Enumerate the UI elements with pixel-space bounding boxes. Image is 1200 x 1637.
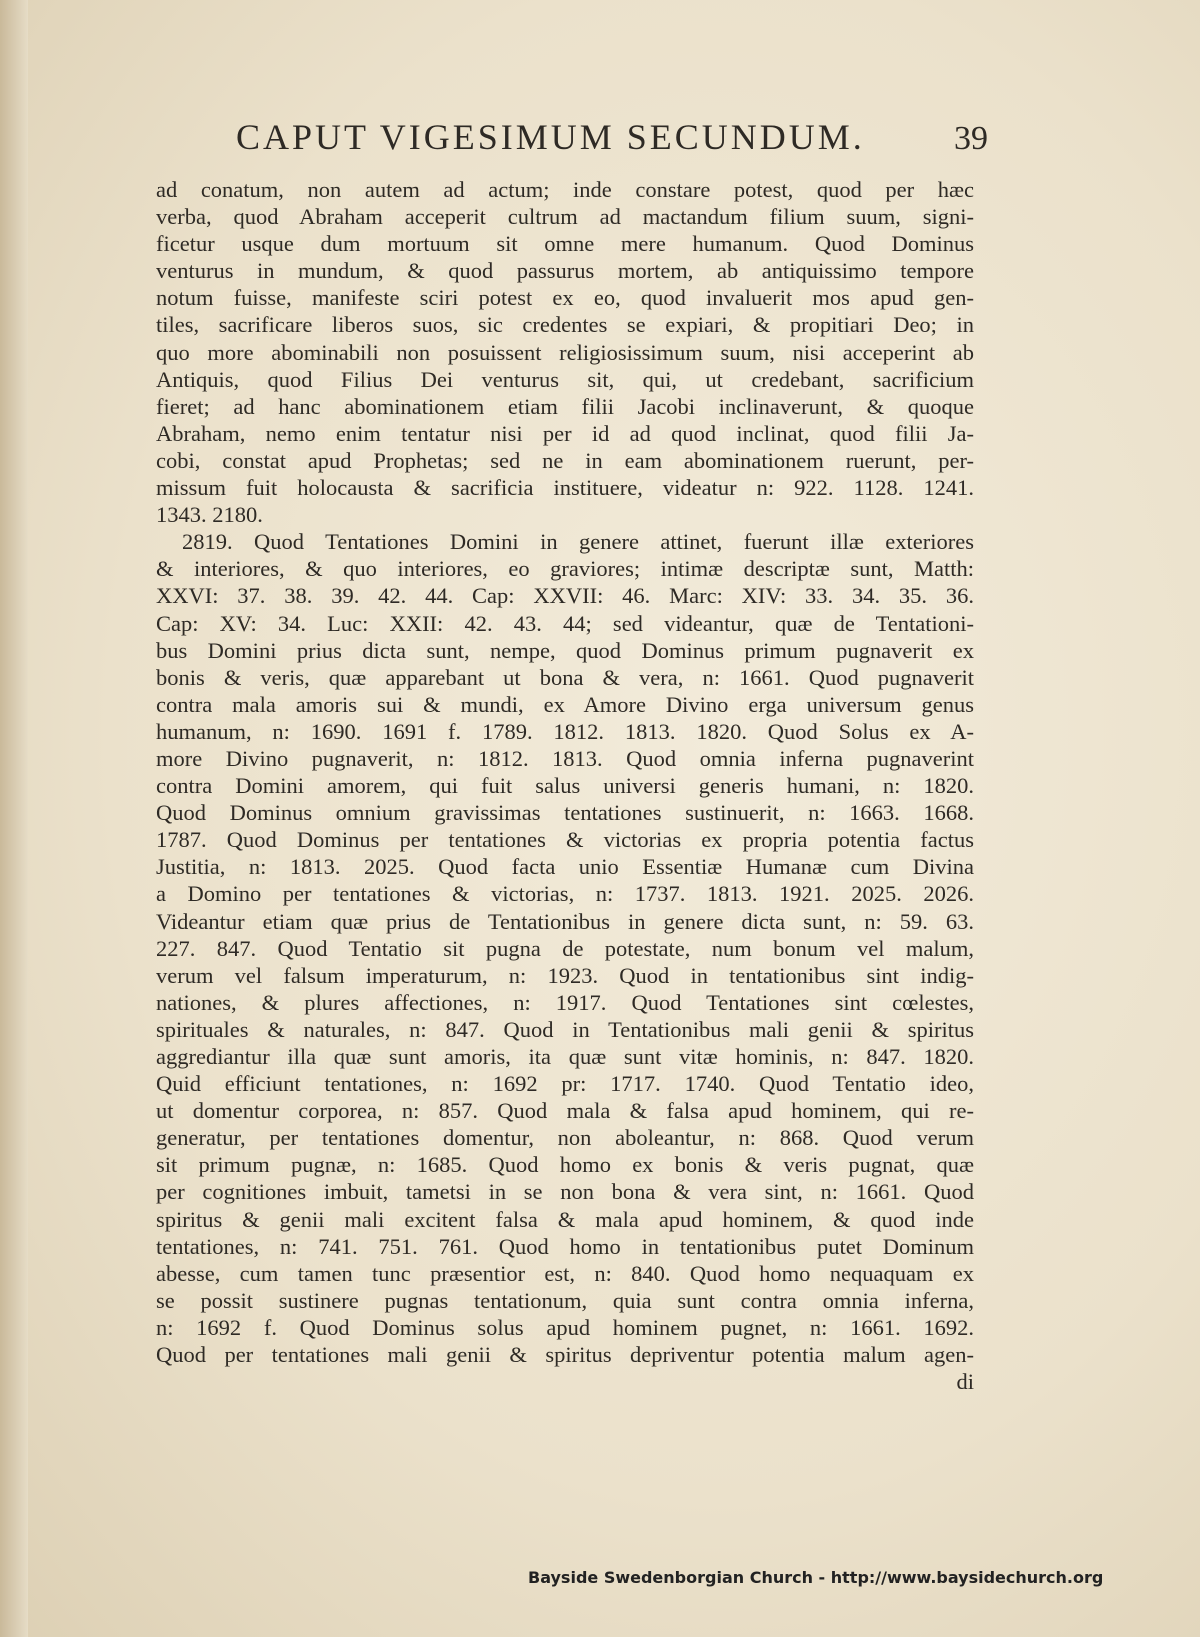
text-line: tentationes, n: 741. 751. 761. Quod homo in tentationibus putet Dominum bbox=[156, 1233, 974, 1259]
body-text bbox=[156, 176, 974, 1395]
text-line: Videantur etiam quæ prius de Tentationibus in genere dicta sunt, n: 59. 63. bbox=[156, 908, 974, 934]
text-line: ficetur usque dum mortuum sit omne mere humanum. Quod Dominus bbox=[156, 231, 974, 257]
text-line: se possit sustinere pugnas tentationum, quia sunt contra omnia inferna, bbox=[156, 1287, 974, 1313]
text-line: spiritus & genii mali excitent falsa & mala apud hominem, & quod inde bbox=[156, 1206, 974, 1232]
text-line: spirituales & naturales, n: 847. Quod in Tentationibus mali genii & spiritus bbox=[156, 1016, 974, 1042]
text-line: bus Domini prius dicta sunt, nempe, quod Dominus primum pugnaverit ex bbox=[156, 637, 974, 663]
text-line: Quid efficiunt tentationes, n: 1692 pr: 1717. 1740. Quod Tentatio ideo, bbox=[156, 1071, 974, 1097]
text-line: Cap: XV: 34. Luc: XXII: 42. 43. 44; sed videantur, quæ de Tentationi- bbox=[156, 610, 974, 636]
text-line: more Divino pugnaverit, n: 1812. 1813. Quod omnia inferna pugnaverint bbox=[156, 745, 974, 771]
text-line: per cognitiones imbuit, tametsi in se non bona & vera sint, n: 1661. Quod bbox=[156, 1179, 974, 1205]
text-line: & interiores, & quo interiores, eo graviores; intimæ descriptæ sunt, Matth: bbox=[156, 556, 974, 582]
text-line: verum vel falsum imperaturum, n: 1923. Quod in tentationibus sint indig- bbox=[156, 962, 974, 988]
text-line: venturus in mundum, & quod passurus mortem, ab antiquissimo tempore bbox=[156, 258, 974, 284]
text-line: notum fuisse, manifeste sciri potest ex eo, quod invaluerit mos apud gen- bbox=[156, 285, 974, 311]
text-line: nationes, & plures affectiones, n: 1917. Quod Tentationes sint cœlestes, bbox=[156, 989, 974, 1015]
text-line: bonis & veris, quæ apparebant ut bona & vera, n: 1661. Quod pugnaverit bbox=[156, 664, 974, 690]
text-line: generatur, per tentationes domentur, non aboleantur, n: 868. Quod verum bbox=[156, 1125, 974, 1151]
text-line: Antiquis, quod Filius Dei venturus sit, qui, ut credebant, sacrificium bbox=[156, 366, 974, 392]
page-number: 39 bbox=[954, 120, 988, 157]
text-line: Abraham, nemo enim tentatur nisi per id ad quod inclinat, quod filii Ja- bbox=[156, 420, 974, 446]
footer-credit: Bayside Swedenborgian Church - http://www.baysidechurch.org bbox=[528, 1568, 1104, 1587]
text-line: aggrediantur illa quæ sunt amoris, ita quæ sunt vitæ hominis, n: 847. 1820. bbox=[156, 1044, 974, 1069]
text-line: 227. 847. Quod Tentatio sit pugna de potestate, num bonum vel malum, bbox=[156, 935, 974, 961]
text-line: abesse, cum tamen tunc præsentior est, n: 840. Quod homo nequaquam ex bbox=[156, 1260, 974, 1286]
text-line: humanum, n: 1690. 1691 f. 1789. 1812. 1813. 1820. Quod Solus ex A- bbox=[156, 718, 974, 744]
text-line: n: 1692 f. Quod Dominus solus apud hominem pugnet, n: 1661. 1692. bbox=[156, 1314, 974, 1340]
text-line: verba, quod Abraham acceperit cultrum ad mactandum filium suum, signi- bbox=[156, 204, 974, 230]
text-line: 1343. 2180. bbox=[156, 502, 263, 528]
page-gutter-shadow bbox=[0, 0, 28, 1637]
text-line: quo more abominabili non posuissent religiosissimum suum, nisi acceperint ab bbox=[156, 339, 974, 365]
text-line: Quod per tentationes mali genii & spiritus depriventur potentia malum agen- bbox=[156, 1342, 974, 1368]
text-line: Quod Dominus omnium gravissimas tentationes sustinuerit, n: 1663. 1668. bbox=[156, 800, 974, 826]
text-line: fieret; ad hanc abominationem etiam filii Jacobi inclinaverunt, & quoque bbox=[156, 393, 974, 419]
text-line: XXVI: 37. 38. 39. 42. 44. Cap: XXVII: 46. Marc: XIV: 33. 34. 35. 36. bbox=[156, 583, 974, 609]
text-line: cobi, constat apud Prophetas; sed ne in eam abominationem ruerunt, per- bbox=[156, 447, 974, 473]
text-line: contra mala amoris sui & mundi, ex Amore Divino erga universum genus bbox=[156, 691, 974, 717]
text-line: ut domentur corporea, n: 857. Quod mala & falsa apud hominem, qui re- bbox=[156, 1098, 974, 1124]
text-line: tiles, sacrificare liberos suos, sic credentes se expiari, & propitiari Deo; in bbox=[156, 312, 974, 338]
text-line: 1787. Quod Dominus per tentationes & victorias ex propria potentia factus bbox=[156, 827, 974, 853]
paragraph-2819-start: 2819. Quod Tentationes Domini in genere attinet, fuerunt illæ exteriores bbox=[182, 529, 974, 555]
text-line: a Domino per tentationes & victorias, n: 1737. 1813. 1921. 2025. 2026. bbox=[156, 881, 974, 907]
text-line: contra Domini amorem, qui fuit salus universi generis humani, n: 1820. bbox=[156, 773, 974, 799]
text-line: sit primum pugnæ, n: 1685. Quod homo ex bonis & veris pugnat, quæ bbox=[156, 1152, 974, 1178]
text-line: missum fuit holocausta & sacrificia instituere, videatur n: 922. 1128. 1241. bbox=[156, 475, 974, 501]
page-header bbox=[228, 116, 988, 172]
text-line: ad conatum, non autem ad actum; inde constare potest, quod per hæc bbox=[156, 177, 974, 202]
catchword: di bbox=[956, 1369, 974, 1395]
text-line: Justitia, n: 1813. 2025. Quod facta unio Essentiæ Humanæ cum Divina bbox=[156, 854, 974, 880]
running-title: CAPUT VIGESIMUM SECUNDUM. bbox=[236, 117, 865, 157]
